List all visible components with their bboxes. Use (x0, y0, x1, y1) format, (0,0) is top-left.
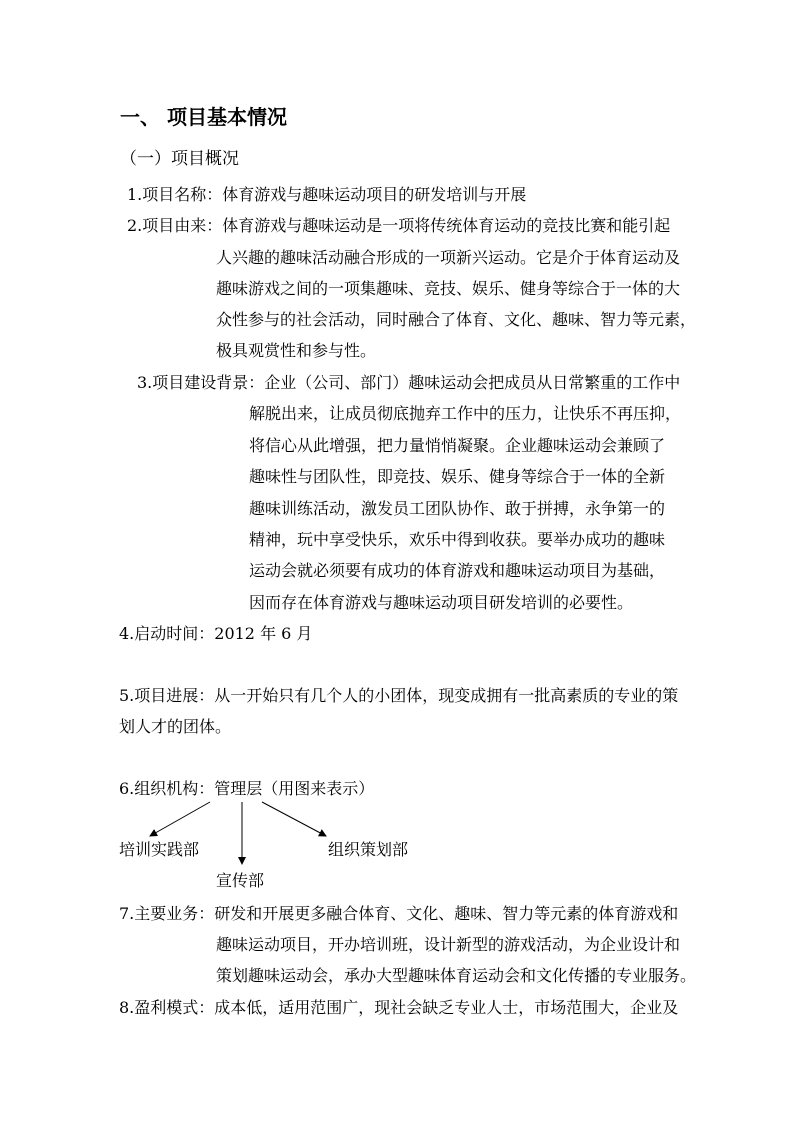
paragraph-line: 划人才的团体。 (119, 717, 232, 736)
item-profit-model: 8.盈利模式：成本低，适用范围广，现社会缺乏专业人士，市场范围大，企业及 (119, 998, 679, 1017)
paragraph-line: 策划趣味运动会，承办大型趣味体育运动会和文化传播的专业服务。 (216, 966, 697, 985)
paragraph-line: 运动会就必须要有成功的体育游戏和趣味运动项目为基础， (249, 561, 666, 580)
paragraph-line: 2.项目由来：体育游戏与趣味运动是一项将传统体育运动的竞技比赛和能引起 (127, 216, 671, 235)
paragraph-line: 极具观赏性和参与性。 (216, 341, 377, 360)
paragraph-line: 趣味性与团队性，即竞技、娱乐、健身等综合于一体的全新 (249, 467, 666, 486)
section-heading: 一、 项目基本情况 (120, 105, 287, 129)
subsection-heading: （一）项目概况 (120, 149, 239, 169)
dept-planning: 组织策划部 (328, 840, 409, 859)
org-chart-title: 6.组织机构：管理层（用图来表示） (119, 779, 375, 798)
paragraph-line: 将信心从此增强，把力量悄悄凝聚。企业趣味运动会兼顾了 (249, 436, 666, 455)
paragraph-line: 解脱出来，让成员彻底抛弃工作中的压力，让快乐不再压抑， (249, 404, 682, 423)
paragraph-line: 精神，玩中享受快乐，欢乐中得到收获。要举办成功的趣味 (249, 530, 666, 549)
arrow-to-planning (262, 802, 326, 836)
item-project-name: 1.项目名称：体育游戏与趣味运动项目的研发培训与开展 (127, 185, 527, 204)
paragraph-line: 趣味训练活动，激发员工团队协作、敢于拼搏，永争第一的 (249, 499, 666, 518)
paragraph-line: 因而存在体育游戏与趣味运动项目研发培训的必要性。 (249, 593, 634, 612)
paragraph-line: 趣味运动项目，开办培训班，设计新型的游戏活动，为企业设计和 (216, 935, 681, 954)
paragraph-line: 7.主要业务：研发和开展更多融合体育、文化、趣味、智力等元素的体育游戏和 (119, 904, 679, 923)
item-start-time: 4.启动时间：2012 年 6 月 (119, 624, 313, 643)
paragraph-line: 人兴趣的趣味活动融合形成的一项新兴运动。它是介于体育运动及 (216, 248, 681, 267)
paragraph-line: 3.项目建设背景：企业（公司、部门）趣味运动会把成员从日常繁重的工作中 (137, 373, 681, 392)
arrow-to-training (150, 802, 210, 836)
dept-publicity: 宣传部 (216, 871, 265, 890)
paragraph-line: 趣味游戏之间的一项集趣味、竞技、娱乐、健身等综合于一体的大 (216, 279, 681, 298)
paragraph-line: 5.项目进展：从一开始只有几个人的小团体，现变成拥有一批高素质的专业的策 (119, 686, 679, 705)
dept-training: 培训实践部 (119, 840, 200, 859)
paragraph-line: 众性参与的社会活动，同时融合了体育、文化、趣味、智力等元素， (216, 310, 697, 329)
